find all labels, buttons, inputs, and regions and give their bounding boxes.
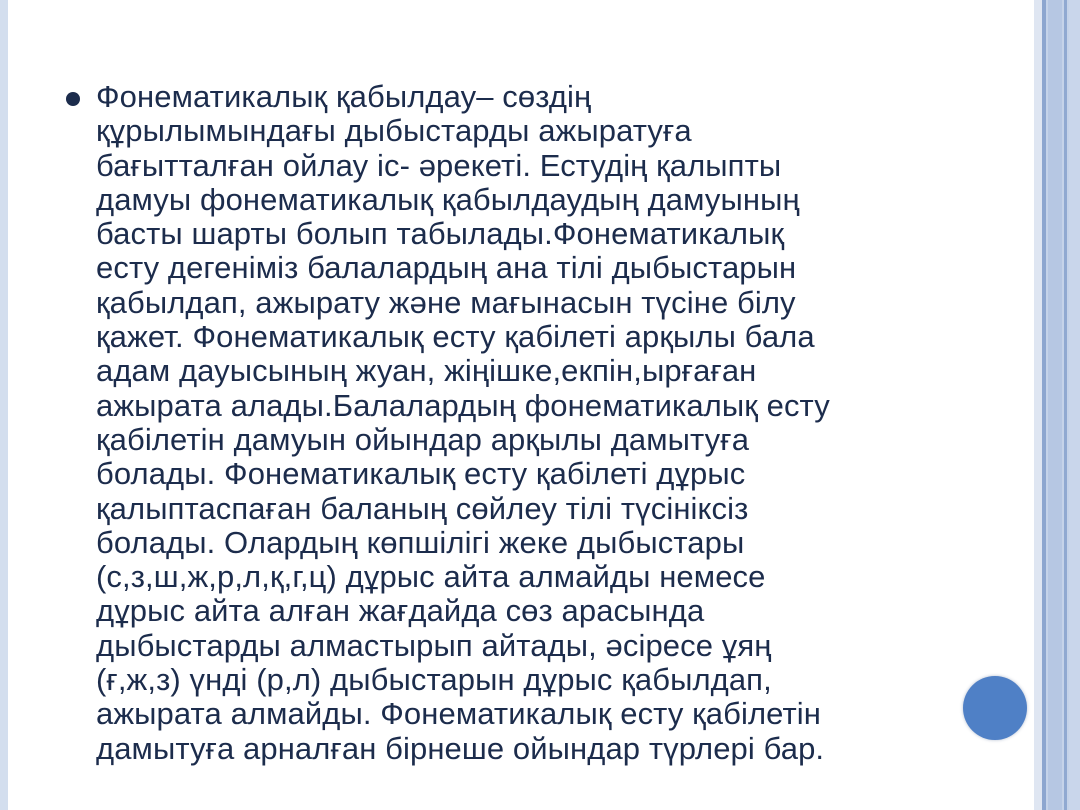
slide-content <box>66 80 946 766</box>
frame-stripe <box>1042 0 1046 810</box>
paragraph-line: басты шарты болып табылады.Фонематикалық <box>96 216 785 252</box>
frame-stripe <box>1034 0 1042 810</box>
paragraph-line: құрылымындағы дыбыстарды ажыратуға <box>96 113 692 149</box>
paragraph-line: Фонематикалық қабылдау– сөздің <box>96 79 592 114</box>
right-decorative-frame <box>1034 0 1080 810</box>
paragraph-line: бағытталған ойлау іс- әрекеті. Естудің қалыпты <box>96 147 782 183</box>
paragraph-line: қажет. Фонематикалық есту қабілеті арқылы бала <box>96 319 815 355</box>
paragraph-line: болады. Олардың көпшілігі жеке дыбыстары <box>96 524 745 560</box>
paragraph-line: дамытуға арналған бірнеше ойындар түрлері бар. <box>96 730 825 766</box>
frame-stripe <box>1069 0 1080 810</box>
paragraph-line: қалыптаспаған баланың сөйлеу тілі түсініксіз <box>96 490 749 526</box>
bullet-icon <box>66 92 80 106</box>
frame-stripe <box>1048 0 1062 810</box>
decorative-circle <box>963 676 1027 740</box>
paragraph-line: есту дегеніміз балалардың ана тілі дыбыстарын <box>96 250 797 286</box>
left-border-strip <box>0 0 8 810</box>
paragraph-line: (ғ,ж,з) үнді (р,л) дыбыстарын дұрыс қабылдап, <box>96 662 772 698</box>
paragraph-line: қабылдап, ажырату және мағынасын түсіне білу <box>96 284 796 320</box>
paragraph-line: дамуы фонематикалық қабылдаудың дамуының <box>96 181 800 217</box>
paragraph-line: ажырата алмайды. Фонематикалық есту қабілетін <box>96 696 821 732</box>
paragraph-line: дыбыстарды алмастырып айтады, әсіресе ұяң <box>96 627 772 663</box>
bullet-item <box>66 80 946 766</box>
frame-stripe <box>1064 0 1067 810</box>
paragraph-line: қабілетін дамуын ойындар арқылы дамытуға <box>96 421 750 457</box>
paragraph-line: адам дауысының жуан, жіңішке,екпін,ырғаған <box>96 353 757 389</box>
bullet-paragraph <box>96 80 946 766</box>
paragraph-line: болады. Фонематикалық есту қабілеті дұрыс <box>96 456 746 492</box>
paragraph-line: ажырата алады.Балалардың фонематикалық есту <box>96 387 830 423</box>
paragraph-line: дұрыс айта алған жағдайда сөз арасында <box>96 593 705 629</box>
paragraph-line: (с,з,ш,ж,р,л,қ,г,ц) дұрыс айта алмайды немесе <box>96 559 766 595</box>
